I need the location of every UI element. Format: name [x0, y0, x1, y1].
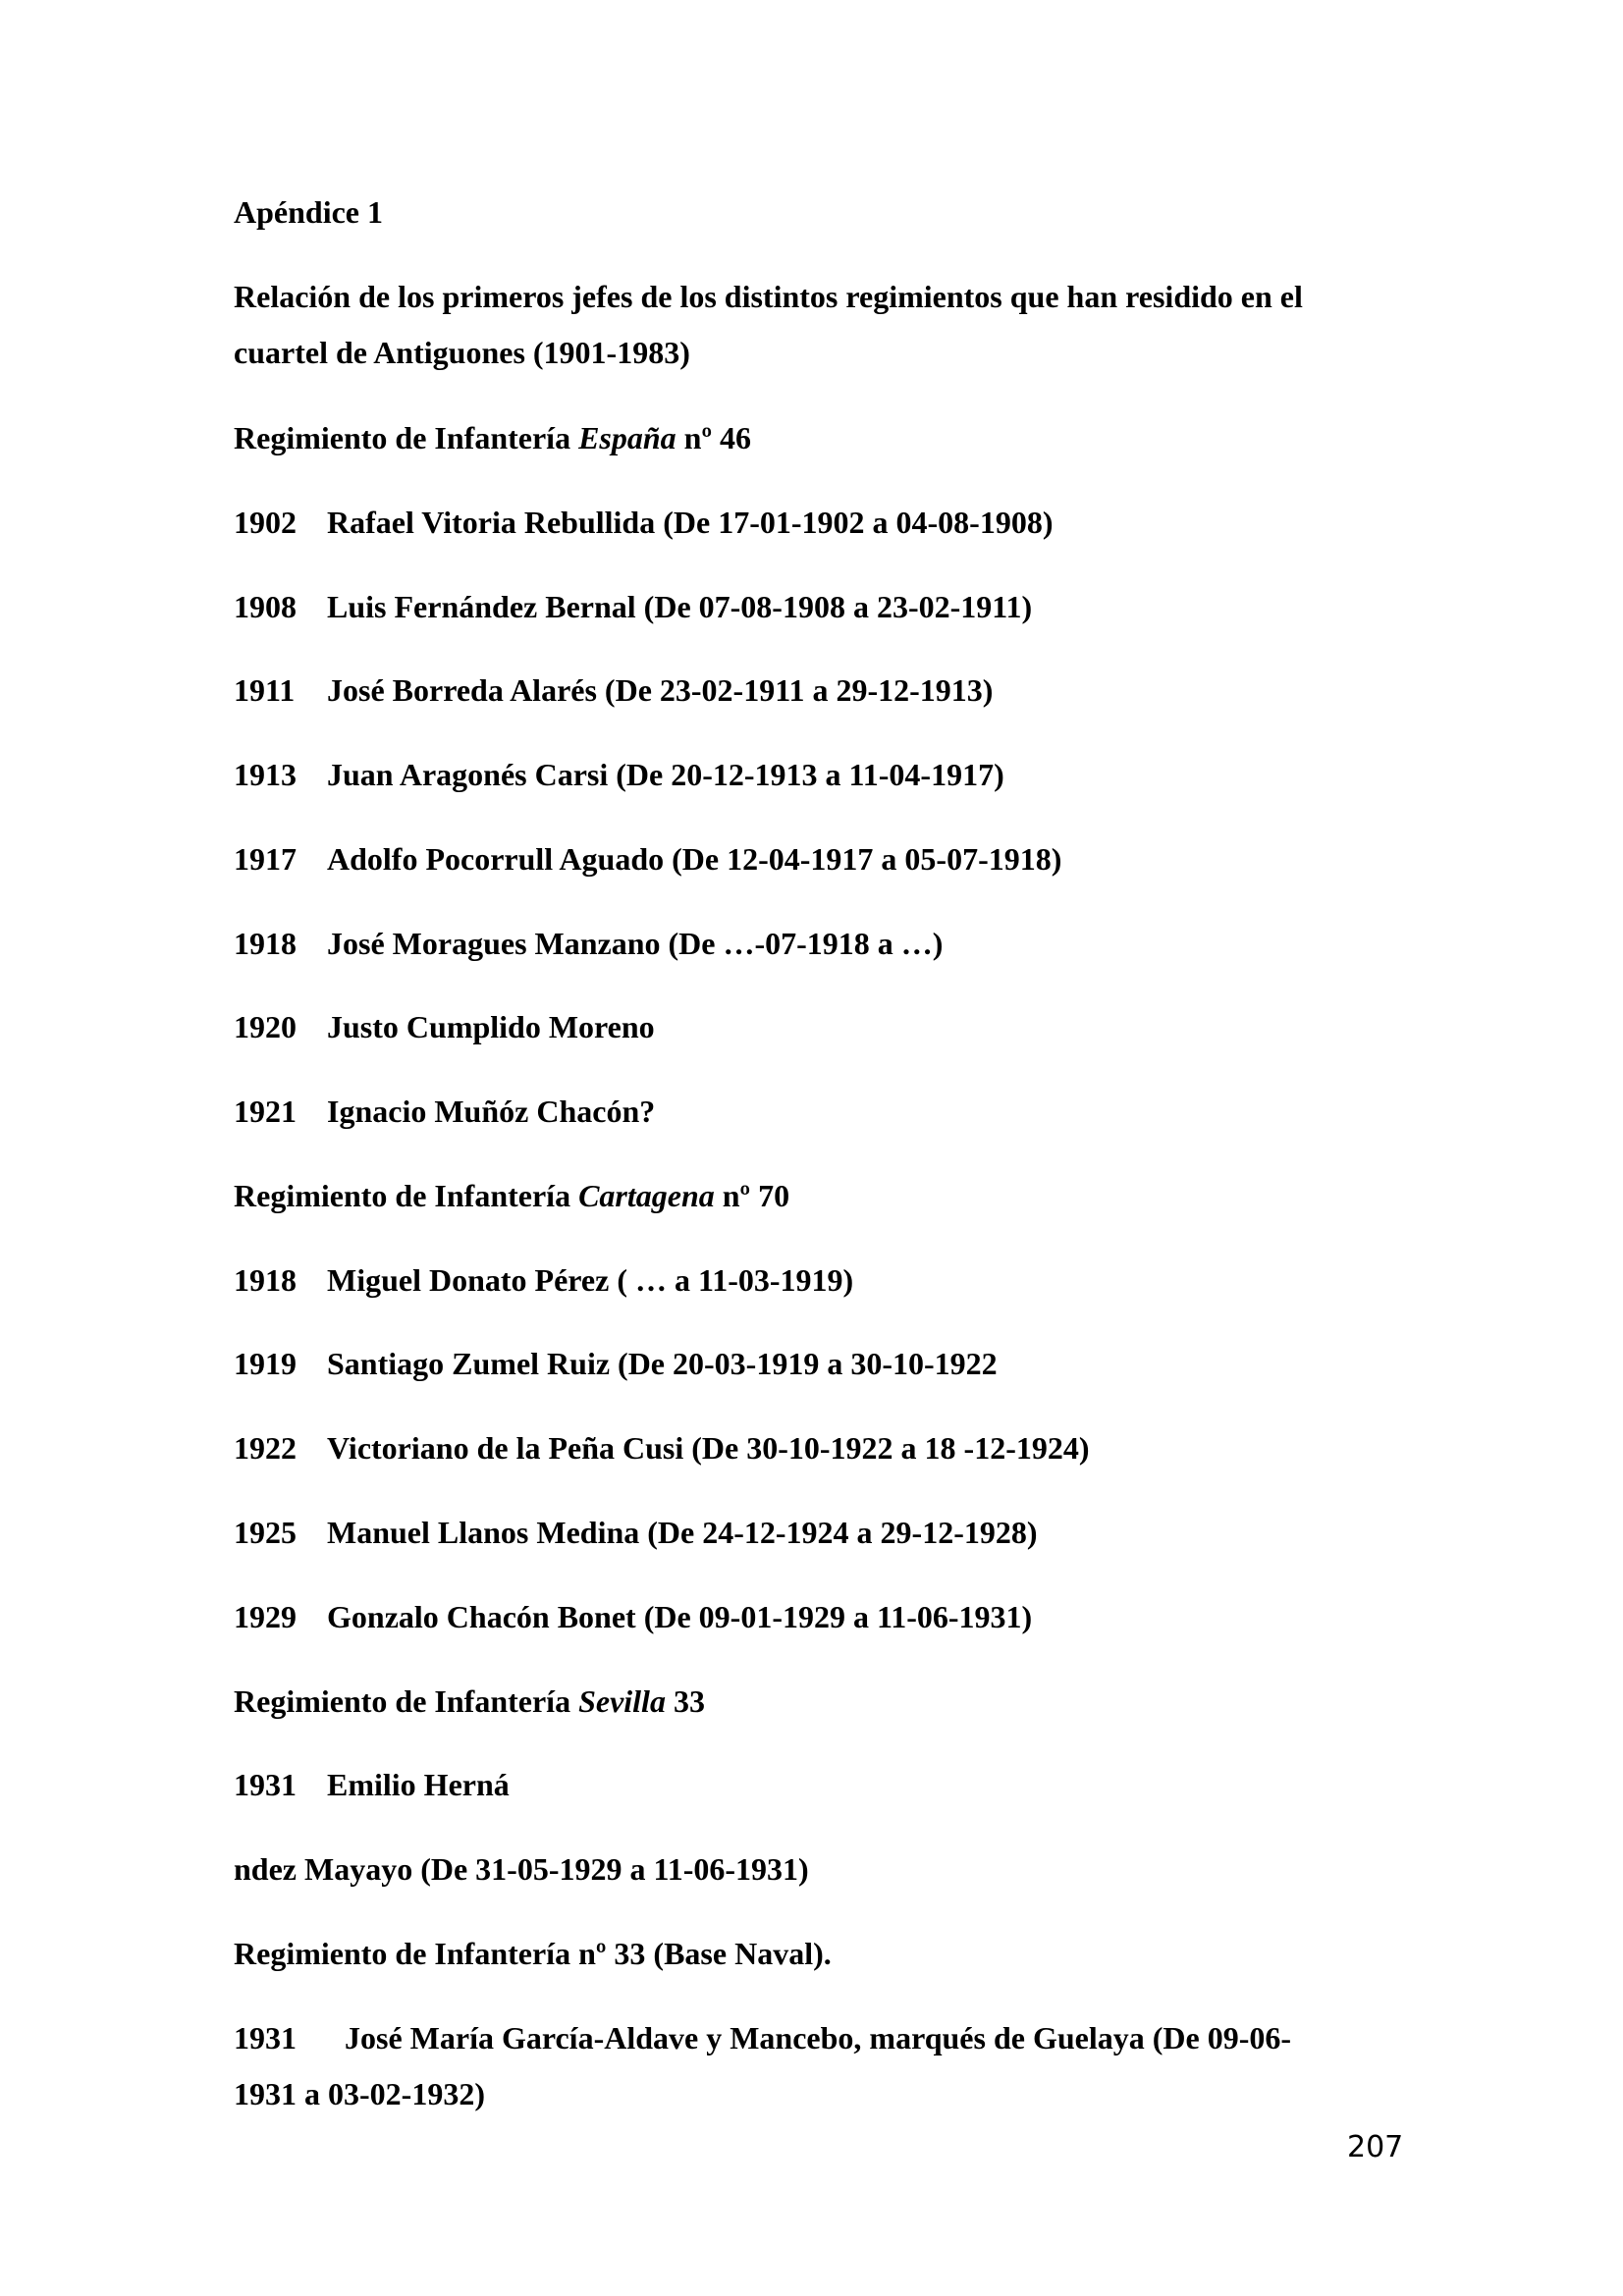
entry-continuation: ndez Mayayo (De 31-05-1929 a 11-06-1931)	[234, 1851, 809, 1887]
list-item	[234, 587, 1032, 626]
section-heading-sevilla: Regimiento de Infantería Sevilla 33	[234, 1683, 705, 1719]
list-item	[234, 1260, 853, 1300]
list-item	[234, 1344, 998, 1383]
entry-year: 1918	[234, 1262, 297, 1298]
entry-text: Santiago Zumel Ruiz (De 20-03-1919 a 30-10-1922	[327, 1346, 998, 1381]
entry-text: Juan Aragonés Carsi (De 20-12-1913 a 11-04-1917)	[327, 757, 1004, 792]
entry-text: Adolfo Pocorrull Aguado (De 12-04-1917 a 05-07-1918)	[327, 841, 1062, 877]
entry-text: Miguel Donato Pérez ( … a 11-03-1919)	[327, 1262, 854, 1298]
intro-line-2: cuartel de Antiguones (1901-1983)	[234, 335, 690, 370]
list-item	[234, 1597, 1032, 1636]
section-heading-espana: Regimiento de Infantería España nº 46	[234, 420, 752, 455]
entry-text: Victoriano de la Peña Cusi (De 30-10-1922 a 18 -12-1924)	[327, 1430, 1090, 1466]
entry-year: 1920	[234, 1009, 297, 1044]
list-item	[234, 1513, 1038, 1552]
entry-year: 1911	[234, 672, 296, 708]
entry-text: Ignacio Muñóz Chacón?	[327, 1094, 656, 1129]
entry-text: José Borreda Alarés (De 23-02-1911 a 29-12-1913)	[327, 672, 994, 708]
entry-year: 1918	[234, 926, 297, 961]
entry-year: 1922	[234, 1430, 297, 1466]
page-number: 207	[1347, 2130, 1404, 2164]
list-item	[234, 503, 1053, 542]
entry-year: 1917	[234, 841, 297, 877]
entry-year: 1913	[234, 757, 297, 792]
entry-year: 1902	[234, 505, 297, 540]
entry-year: 1908	[234, 589, 297, 624]
list-item	[234, 2018, 1291, 2057]
entry-continuation: 1931 a 03-02-1932)	[234, 2076, 485, 2111]
regiment-name: Sevilla	[578, 1683, 666, 1719]
list-item	[234, 670, 993, 710]
intro-line-1: Relación de los primeros jefes de los distintos regimientos que han residido en el	[234, 279, 1303, 314]
entry-text: Gonzalo Chacón Bonet (De 09-01-1929 a 11-06-1931)	[327, 1599, 1033, 1634]
entry-year: 1921	[234, 1094, 297, 1129]
list-item	[234, 924, 943, 963]
entry-year: 1925	[234, 1515, 297, 1550]
entry-text: Manuel Llanos Medina (De 24-12-1924 a 29-12-1928)	[327, 1515, 1038, 1550]
entry-year: 1931	[234, 2020, 297, 2056]
regiment-name: España	[578, 420, 676, 455]
entry-year: 1919	[234, 1346, 297, 1381]
entry-text: Rafael Vitoria Rebullida (De 17-01-1902 a 04-08-1908)	[327, 505, 1054, 540]
entry-text: José María García-Aldave y Mancebo, marqués de Guelaya (De 09-06-	[345, 2020, 1292, 2056]
appendix-heading: Apéndice 1	[234, 194, 383, 230]
list-item	[234, 1765, 510, 1804]
entry-text: Luis Fernández Bernal (De 07-08-1908 a 23-02-1911)	[327, 589, 1033, 624]
list-item	[234, 1007, 655, 1046]
regiment-name: Cartagena	[578, 1178, 715, 1213]
entry-year: 1929	[234, 1599, 297, 1634]
entry-year: 1931	[234, 1767, 297, 1802]
entry-text: Justo Cumplido Moreno	[327, 1009, 655, 1044]
entry-text: José Moragues Manzano (De …-07-1918 a …)	[327, 926, 944, 961]
entry-text: Emilio Herná	[327, 1767, 510, 1802]
list-item	[234, 1428, 1090, 1468]
section-heading-base-naval: Regimiento de Infantería nº 33 (Base Naval).	[234, 1936, 832, 1971]
list-item	[234, 1092, 655, 1131]
list-item	[234, 755, 1004, 794]
section-heading-cartagena: Regimiento de Infantería Cartagena nº 70	[234, 1178, 790, 1213]
list-item	[234, 839, 1061, 879]
